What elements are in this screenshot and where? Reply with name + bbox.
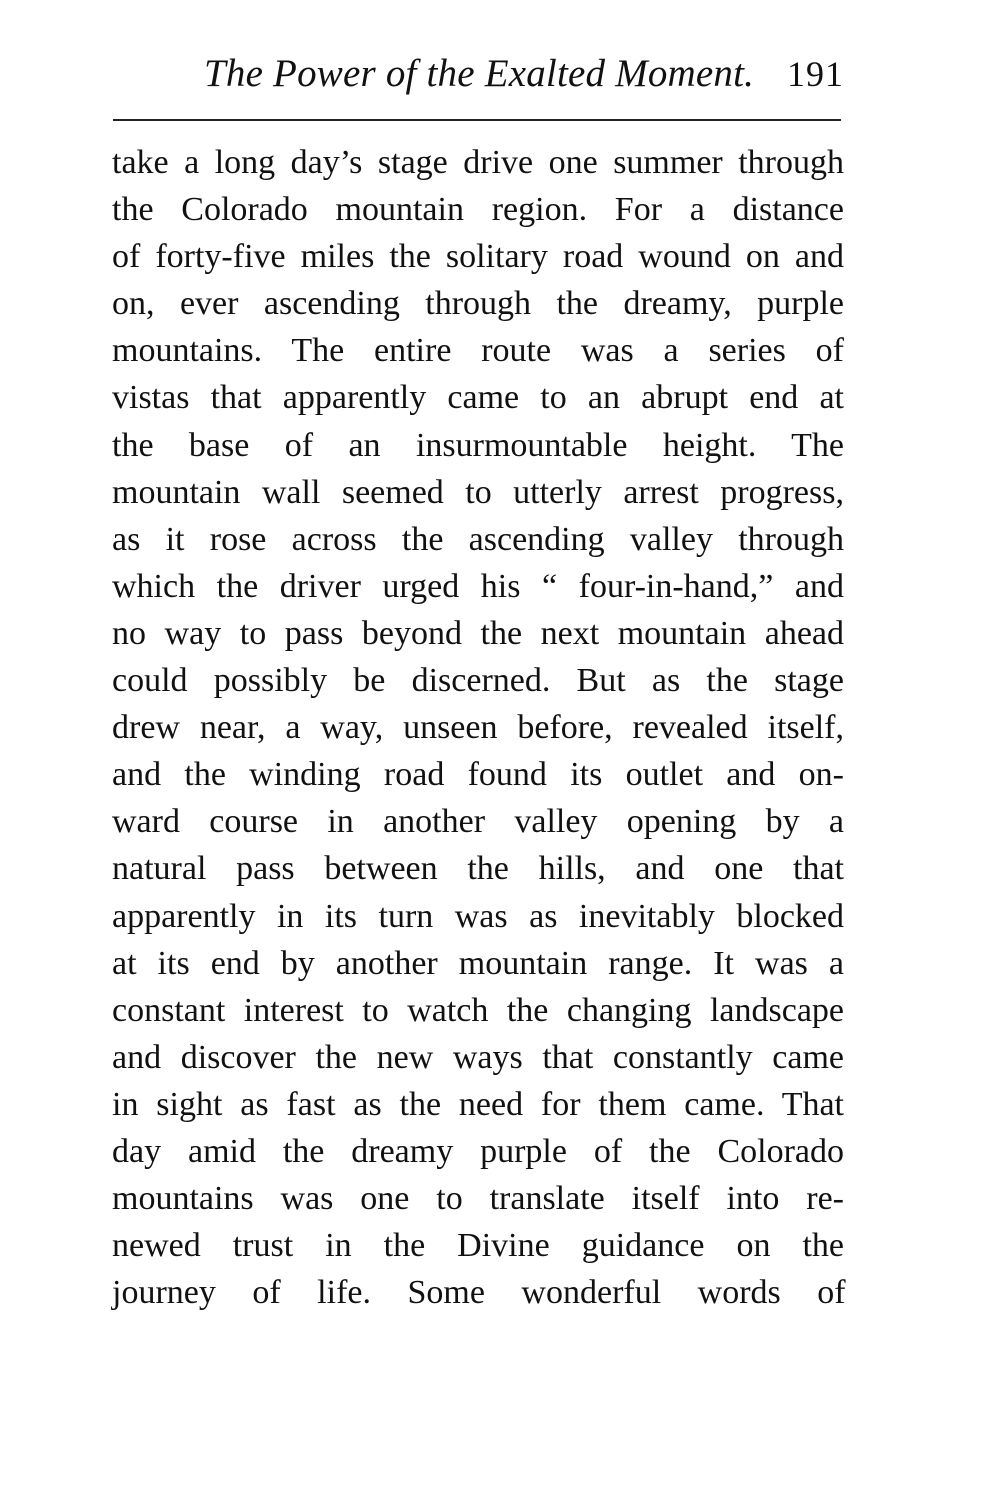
text-line: vistas that apparently came to an abrupt end at <box>112 379 844 417</box>
text-line: newed trust in the Divine guidance on the <box>112 1227 844 1265</box>
text-line: could possibly be discerned. But as the stage <box>112 662 844 700</box>
text-line: day amid the dreamy purple of the Colorado <box>112 1132 844 1170</box>
text-line: drew near, a way, unseen before, revealed itself, <box>112 709 844 747</box>
text-line: constant interest to watch the changing landscape <box>112 991 844 1029</box>
text-line: of forty-five miles the solitary road wound on and <box>112 238 844 276</box>
text-line: journey of life. Some wonderful words of <box>112 1274 846 1312</box>
text-line: on, ever ascending through the dreamy, purple <box>112 285 844 323</box>
running-title: The Power of the Exalted Moment. <box>204 52 755 95</box>
text-line: apparently in its turn was as inevitably blocked <box>112 897 844 935</box>
text-line: mountain wall seemed to utterly arrest progress, <box>112 473 844 511</box>
text-line: as it rose across the ascending valley through <box>112 520 844 558</box>
text-line: mountains was one to translate itself into re- <box>112 1180 844 1218</box>
running-head <box>112 48 844 100</box>
body-text <box>112 139 844 1316</box>
text-line: in sight as fast as the need for them came. That <box>112 1085 844 1123</box>
text-line: at its end by another mountain range. It was a <box>112 944 844 982</box>
text-line: the Colorado mountain region. For a distance <box>112 191 844 229</box>
text-line: no way to pass beyond the next mountain ahead <box>112 614 844 652</box>
text-line: ward course in another valley opening by a <box>112 803 844 841</box>
text-line: natural pass between the hills, and one that <box>112 850 844 888</box>
header-rule <box>113 119 841 121</box>
text-line: the base of an insurmountable height. The <box>112 426 844 464</box>
page-number: 191 <box>787 54 844 94</box>
text-line: take a long day’s stage drive one summer through <box>112 144 844 181</box>
text-line: and discover the new ways that constantly came <box>112 1038 844 1076</box>
text-line: which the driver urged his “ four-in-hand,” and <box>112 567 844 605</box>
text-line: mountains. The entire route was a series of <box>112 332 844 370</box>
text-line: and the winding road found its outlet and on- <box>112 756 844 794</box>
